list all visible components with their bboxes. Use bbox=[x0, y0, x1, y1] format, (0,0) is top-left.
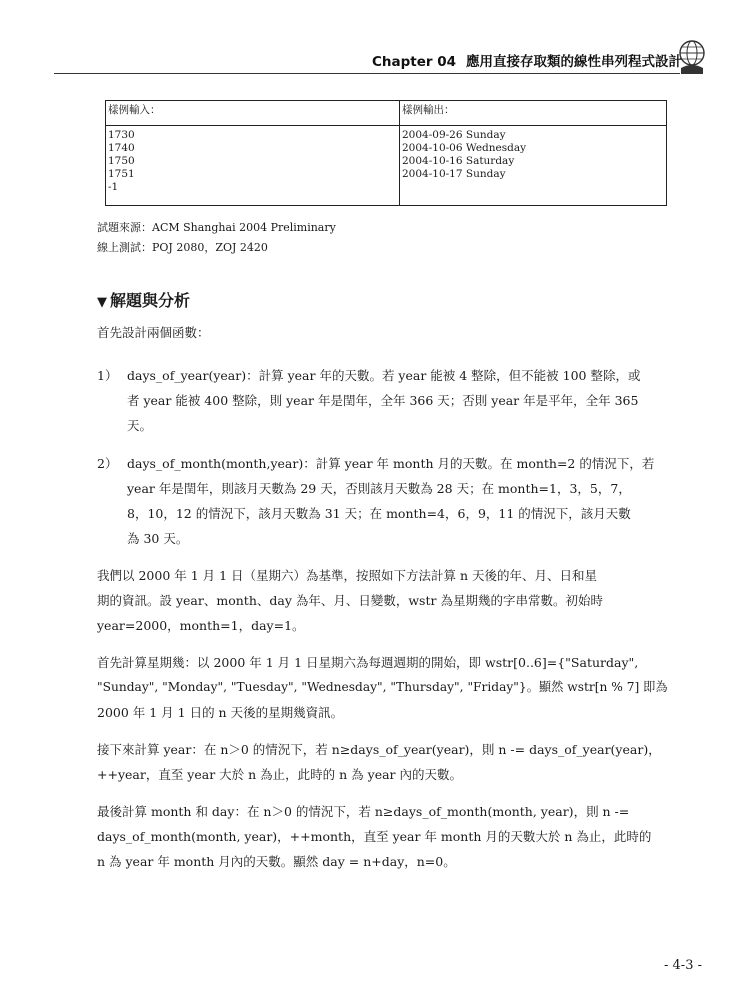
output-line: 2004-10-06 Wednesday bbox=[402, 142, 527, 154]
body-paragraph bbox=[97, 650, 668, 725]
input-line: 1750 bbox=[108, 155, 135, 167]
output-line: 2004-10-16 Saturday bbox=[402, 155, 515, 167]
paragraph-line: 期的資訊。設 year、month、day 為年、月、日變數，wstr 為星期幾的字串常數。初始時 bbox=[97, 593, 603, 608]
globe-head-logo bbox=[675, 36, 709, 76]
chapter-label: Chapter 04 bbox=[372, 54, 457, 70]
online-label: 線上測試： bbox=[97, 241, 152, 254]
online-test bbox=[97, 239, 268, 255]
problem-source bbox=[97, 219, 336, 235]
triangle-marker-icon: ▼ bbox=[97, 295, 107, 310]
list-item bbox=[127, 451, 654, 551]
paragraph-line: ++year，直至 year 大於 n 為止，此時的 n 為 year 內的天數。 bbox=[97, 767, 462, 782]
paragraph-line: days_of_month(month, year)，++month，直至 year 年 month 月的天數大於 n 為止，此時的 bbox=[97, 829, 652, 844]
paragraph-line: 最後計算 month 和 day：在 n＞0 的情況下，若 n≥days_of_month(month, year)，則 n -= bbox=[97, 804, 630, 819]
paragraph-line: 首先計算星期幾：以 2000 年 1 月 1 日星期六為每週週期的開始，即 wstr[0..6]={"Saturday", bbox=[97, 655, 639, 670]
intro-paragraph bbox=[97, 320, 210, 345]
item-line: 為 30 天。 bbox=[127, 531, 189, 546]
source-label: 試題來源： bbox=[97, 221, 152, 234]
online-value: POJ 2080，ZOJ 2420 bbox=[152, 241, 268, 254]
output-line: 2004-09-26 Sunday bbox=[402, 129, 506, 141]
sample-output-header: 樣例輸出： bbox=[400, 101, 667, 126]
input-line: 1730 bbox=[108, 129, 135, 141]
item-line: days_of_month(month,year)：計算 year 年 month 月的天數。在 month=2 的情況下，若 bbox=[127, 456, 655, 471]
body-paragraph bbox=[97, 737, 661, 787]
input-line: 1740 bbox=[108, 142, 135, 154]
header-rule bbox=[54, 73, 680, 74]
item-line: 天。 bbox=[127, 418, 153, 433]
body-paragraph bbox=[97, 563, 603, 638]
body-paragraph bbox=[97, 799, 651, 874]
intro-text: 首先設計兩個函數： bbox=[97, 325, 210, 340]
item-number: 1） bbox=[97, 368, 118, 383]
paragraph-line: 我們以 2000 年 1 月 1 日（星期六）為基準，按照如下方法計算 n 天後的年、月、日和星 bbox=[97, 568, 598, 583]
item-line: days_of_year(year)：計算 year 年的天數。若 year 能被 4 整除，但不能被 100 整除，或 bbox=[127, 368, 641, 383]
paragraph-line: "Sunday", "Monday", "Tuesday", "Wednesday", "Thursday", "Friday"}。顯然 wstr[n % 7] 即為 bbox=[97, 680, 668, 694]
paragraph-line: 接下來計算 year：在 n＞0 的情況下，若 n≥days_of_year(year)，則 n -= days_of_year(year)， bbox=[97, 742, 661, 757]
item-line: year 年是閏年，則該月天數為 29 天，否則該月天數為 28 天；在 month=1，3，5，7， bbox=[127, 481, 631, 496]
sample-io-table bbox=[105, 100, 667, 206]
page-number: - 4-3 - bbox=[664, 958, 702, 973]
paragraph-line: year=2000，month=1，day=1。 bbox=[97, 618, 305, 633]
paragraph-line: 2000 年 1 月 1 日的 n 天後的星期幾資訊。 bbox=[97, 705, 344, 720]
sample-input-cell bbox=[106, 126, 400, 206]
page-header bbox=[372, 50, 692, 70]
section-heading bbox=[97, 288, 190, 311]
item-number: 2） bbox=[97, 456, 118, 471]
section-title: 解題與分析 bbox=[110, 291, 191, 310]
input-line: -1 bbox=[108, 181, 119, 193]
sample-output-cell bbox=[400, 126, 667, 206]
source-value: ACM Shanghai 2004 Preliminary bbox=[152, 221, 336, 234]
chapter-title: 應用直接存取類的線性串列程式設計 bbox=[466, 54, 683, 70]
item-line: 8，10，12 的情況下，該月天數為 31 天；在 month=4，6，9，11 的情況下，該月天數 bbox=[127, 506, 631, 521]
sample-input-header: 樣例輸入： bbox=[106, 101, 400, 126]
item-line: 者 year 能被 400 整除，則 year 年是閏年，全年 366 天；否則 year 年是平年，全年 365 bbox=[127, 393, 639, 408]
list-item bbox=[127, 363, 640, 438]
paragraph-line: n 為 year 年 month 月內的天數。顯然 day = n+day，n=0。 bbox=[97, 854, 456, 869]
output-line: 2004-10-17 Sunday bbox=[402, 168, 506, 180]
input-line: 1751 bbox=[108, 168, 135, 180]
